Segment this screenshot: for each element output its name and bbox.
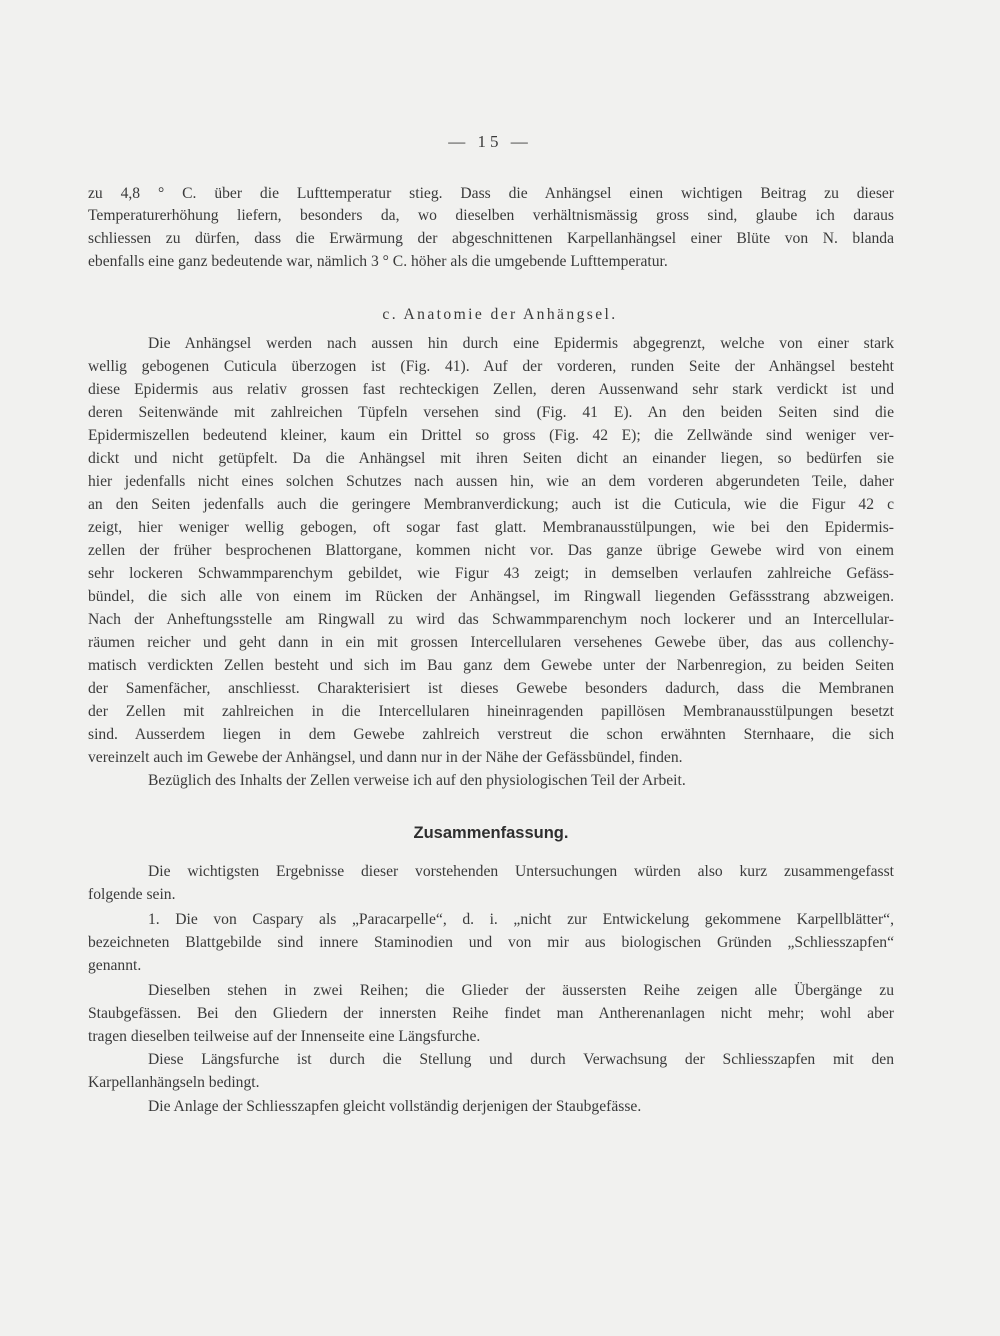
text-line: räumen reicher und geht dann in ein mit grossen Intercellularen versehenes Gewebe über, das aus collenchy- [88, 634, 894, 651]
text-line: Die Anhängsel werden nach aussen hin durch eine Epidermis abgegrenzt, welche von einer stark [148, 335, 894, 352]
text-line: ebenfalls eine ganz bedeutende war, nämlich 3 ° C. höher als die umgebende Lufttemperatur. [88, 253, 668, 270]
text-line: sind. Ausserdem liegen in dem Gewebe zahlreich verstreut die schon erwähnten Sternhaare, die sich [88, 726, 894, 743]
text-line: Epidermiszellen bedeutend kleiner, kaum ein Drittel so gross (Fig. 42 E); die Zellwände sind weniger ver- [88, 427, 894, 444]
text-line: bündel, die sich alle von einem im Rücken der Anhängsel, im Ringwall liegenden Gefässstrang abzweigen. [88, 588, 894, 605]
text-line: Staubgefässen. Bei den Gliedern der innersten Reihe findet man Antherenanlagen nicht mehr; wohl aber [88, 1005, 894, 1022]
text-line: sehr lockeren Schwammparenchym gebildet, wie Figur 43 zeigt; in demselben verlaufen zahlreiche Gefäss- [88, 565, 894, 582]
text-line: Dieselben stehen in zwei Reihen; die Glieder der äussersten Reihe zeigen alle Übergänge zu [148, 982, 894, 999]
text-line: deren Seitenwände mit zahlreichen Tüpfeln versehen sind (Fig. 41 E). An den beiden Seiten sind die [88, 404, 894, 421]
text-line: zellen der früher besprochenen Blattorgane, kommen nicht vor. Das ganze übrige Gewebe wird von einem [88, 542, 894, 559]
text-line: der Zellen mit zahlreichen in die Intercellularen hineinragenden papillösen Membranausstülpungen besetzt [88, 703, 894, 720]
text-line: tragen dieselben teilweise auf der Innenseite eine Längsfurche. [88, 1028, 481, 1045]
text-line: der Samenfächer, anschliesst. Charakterisiert ist dieses Gewebe besonders dadurch, dass die Membranen [88, 680, 894, 697]
text-line: wellig gebogenen Cuticula überzogen ist (Fig. 41). Auf der vorderen, runden Seite der Anhängsel besteht [88, 358, 894, 375]
text-line: matisch verdickten Zellen besteht und sich im Bau ganz dem Gewebe unter der Narbenregion, zu beiden Seiten [88, 657, 894, 674]
summary-heading: Zusammenfassung. [413, 824, 569, 842]
text-line: Bezüglich des Inhalts der Zellen verweise ich auf den physiologischen Teil der Arbeit. [148, 772, 686, 789]
text-line: folgende sein. [88, 886, 176, 903]
page-number: — 15 — [448, 132, 532, 151]
text-line: Karpellanhängseln bedingt. [88, 1074, 260, 1091]
text-line: vereinzelt auch im Gewebe der Anhängsel, und dann nur in der Nähe der Gefässbündel, finden. [88, 749, 683, 766]
text-line: dickt und nicht getüpfelt. Da die Anhängsel mit ihren Seiten dicht an einander liegen, so bedürfen sie [88, 450, 894, 467]
text-line: zu 4,8 ° C. über die Lufttemperatur stieg. Dass die Anhängsel einen wichtigen Beitrag zu dieser [88, 185, 894, 202]
text-line: Nach der Anheftungsstelle am Ringwall zu wird das Schwammparenchym noch lockerer und an Intercellular- [88, 611, 894, 628]
text-line: bezeichneten Blattgebilde sind innere Staminodien und von mir aus biologischen Gründen „Schliesszapfen“ [88, 934, 894, 951]
text-line: an den Seiten jedenfalls auch die geringere Membranverdickung; auch ist die Cuticula, wie die Figur 42 c [88, 496, 894, 513]
text-line: zeigt, hier weniger wellig gebogen, oft sogar fast glatt. Membranausstülpungen, wie bei den Epidermis- [88, 519, 894, 536]
text-line: schliessen zu dürfen, dass die Erwärmung der abgeschnittenen Karpellanhängsel einer Blüte von N. blanda [88, 230, 894, 247]
text-line: hier jedenfalls nicht eines solchen Schutzes nach aussen hin, wie an dem vorderen abgerundeten Teile, daher [88, 473, 894, 490]
text-line: 1. Die von Caspary als „Paracarpelle“, d. i. „nicht zur Entwickelung gekommene Karpellblätter“, [148, 911, 894, 928]
text-line: Die wichtigsten Ergebnisse dieser vorstehenden Untersuchungen würden also kurz zusammengefasst [148, 863, 894, 880]
section-subheading: c. Anatomie der Anhängsel. [382, 306, 618, 323]
text-line: Temperaturerhöhung liefern, besonders da, wo dieselben verhältnismässig gross sind, glaube ich daraus [88, 207, 894, 224]
text-line: Die Anlage der Schliesszapfen gleicht vollständig derjenigen der Staubgefässe. [148, 1098, 642, 1115]
text-line: genannt. [88, 957, 142, 974]
text-line: Diese Längsfurche ist durch die Stellung und durch Verwachsung der Schliesszapfen mit den [148, 1051, 894, 1068]
text-line: diese Epidermis aus relativ grossen fast rechteckigen Zellen, deren Aussenwand sehr stark verdickt ist und [88, 381, 894, 398]
